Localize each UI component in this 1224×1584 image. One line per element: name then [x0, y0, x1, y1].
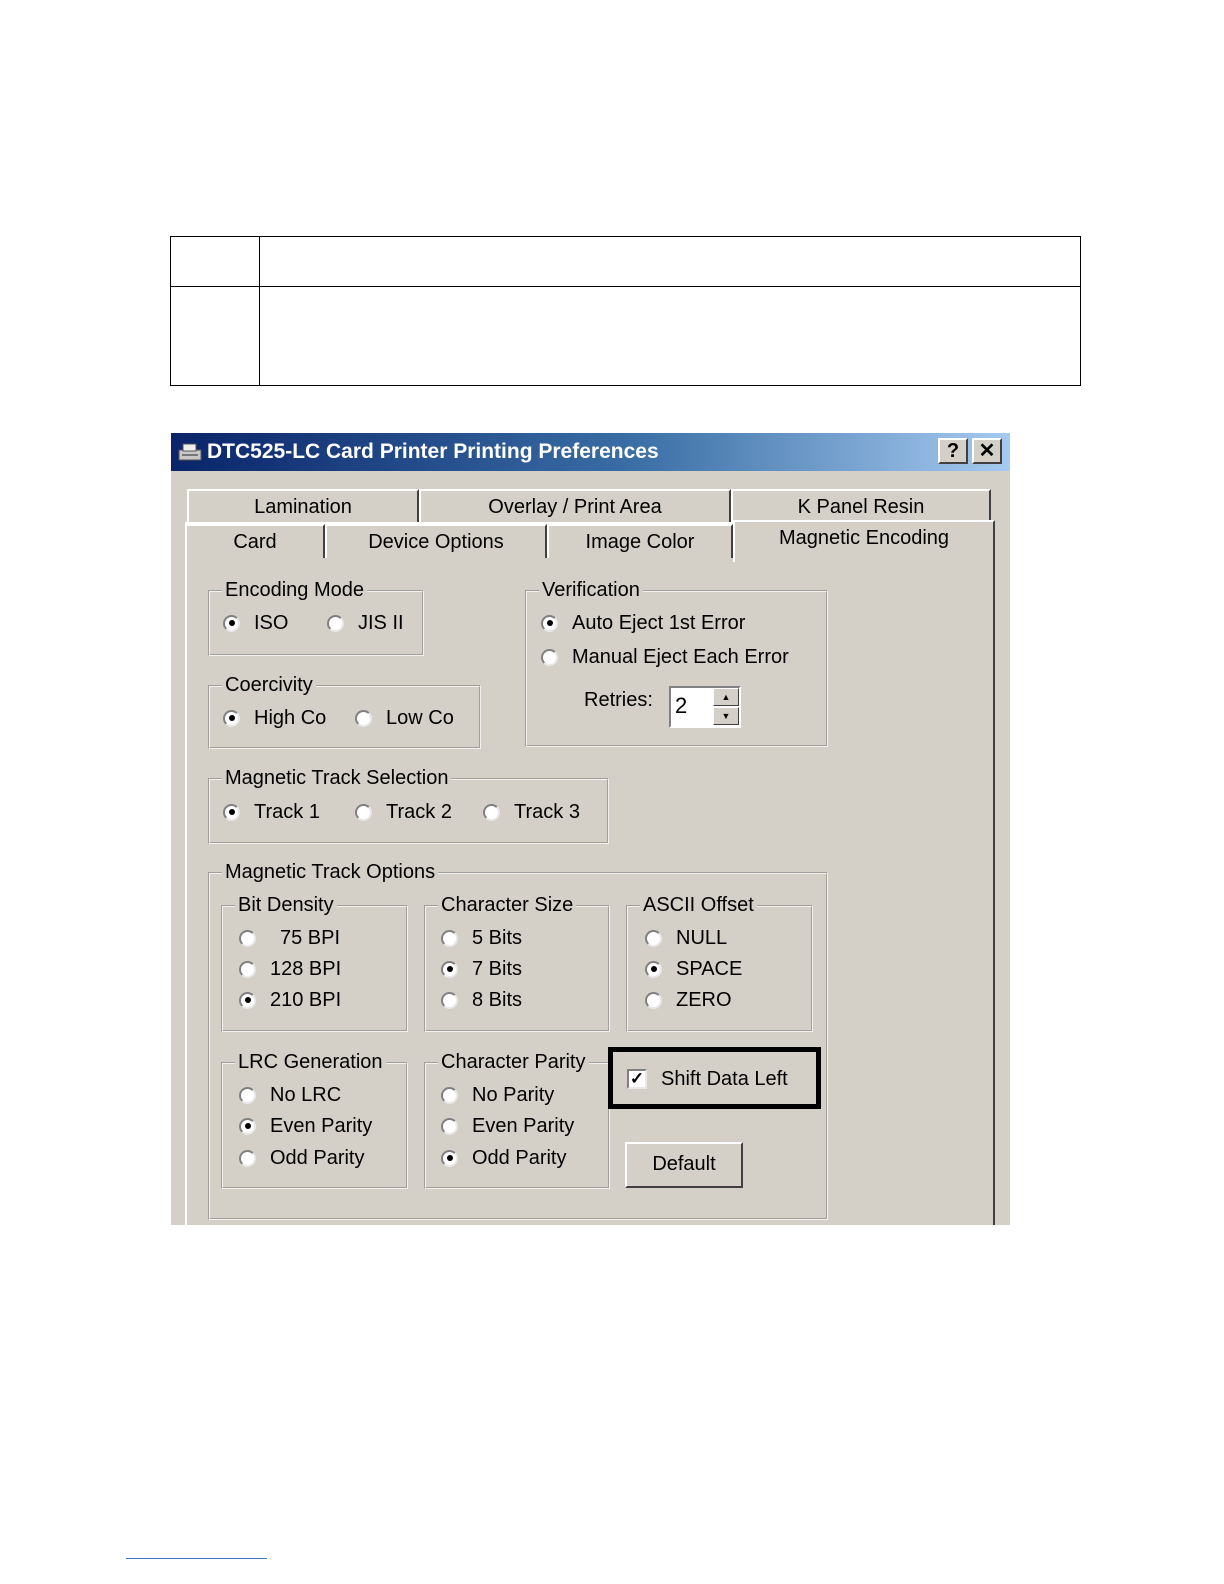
- radio-circle: [239, 1118, 256, 1135]
- spin-down-icon[interactable]: ▼: [713, 707, 739, 725]
- radio-track-2[interactable]: [355, 801, 452, 823]
- help-button[interactable]: ?: [938, 438, 968, 464]
- title-bar[interactable]: [171, 433, 1010, 471]
- radio-low-co[interactable]: [355, 707, 454, 729]
- group-label: LRC Generation: [235, 1051, 386, 1073]
- tab-magnetic-encoding[interactable]: Magnetic Encoding: [733, 520, 995, 562]
- radio-track-1[interactable]: [223, 801, 320, 823]
- radio-circle: [441, 1087, 458, 1104]
- radio-7-bits[interactable]: [441, 958, 522, 980]
- radio-circle: [645, 961, 662, 978]
- radio-lrc-odd-parity[interactable]: [239, 1147, 364, 1169]
- radio-label: SPACE: [676, 958, 743, 980]
- radio-char-odd-parity[interactable]: [441, 1147, 566, 1169]
- radio-circle: [645, 930, 662, 947]
- radio-8-bits[interactable]: [441, 989, 522, 1011]
- radio-jis-ii[interactable]: [327, 612, 404, 634]
- checkmark-icon: ✓: [627, 1069, 647, 1089]
- radio-space[interactable]: [645, 958, 742, 980]
- tab-k-panel-resin[interactable]: K Panel Resin: [731, 489, 991, 523]
- group-label: Magnetic Track Selection: [222, 767, 451, 789]
- radio-label: Odd Parity: [270, 1147, 365, 1169]
- radio-circle: [441, 1150, 458, 1167]
- radio-label: High Co: [254, 707, 327, 729]
- radio-label: Track 1: [254, 801, 320, 823]
- radio-auto-eject-1st-error[interactable]: [541, 612, 745, 634]
- radio-210-bpi[interactable]: [239, 989, 341, 1011]
- tab-lamination[interactable]: Lamination: [187, 489, 419, 523]
- radio-circle: [239, 961, 256, 978]
- printer-icon: [177, 441, 203, 463]
- tab-image-color[interactable]: Image Color: [547, 524, 733, 558]
- document-table: [170, 236, 1081, 386]
- spin-up-icon[interactable]: ▲: [713, 688, 739, 706]
- radio-circle: [541, 649, 558, 666]
- retries-label: Retries:: [584, 689, 653, 711]
- tab-device-options[interactable]: Device Options: [325, 524, 547, 558]
- group-label: ASCII Offset: [640, 894, 757, 916]
- radio-circle: [441, 992, 458, 1009]
- radio-null[interactable]: [645, 927, 727, 949]
- shift-data-left-checkbox[interactable]: [627, 1068, 788, 1090]
- radio-label: ZERO: [676, 989, 732, 1011]
- radio-circle: [441, 961, 458, 978]
- footer-link-underline: [126, 1558, 267, 1559]
- radio-128-bpi[interactable]: [239, 958, 341, 980]
- radio-lrc-even-parity[interactable]: [239, 1115, 372, 1137]
- radio-manual-eject-each-error[interactable]: [541, 646, 789, 668]
- radio-label: Manual Eject Each Error: [572, 646, 789, 668]
- radio-label: NULL: [676, 927, 728, 949]
- radio-label: No Parity: [472, 1084, 555, 1106]
- radio-label: Track 3: [514, 801, 580, 823]
- radio-label: Low Co: [386, 707, 454, 729]
- radio-circle: [223, 615, 240, 632]
- default-button[interactable]: Default: [625, 1142, 743, 1188]
- radio-label: 210 BPI: [270, 989, 342, 1011]
- radio-label: ISO: [254, 612, 289, 634]
- radio-label: No LRC: [270, 1084, 342, 1106]
- printing-preferences-window: [171, 433, 1010, 1225]
- group-label: Verification: [539, 579, 643, 601]
- radio-5-bits[interactable]: [441, 927, 522, 949]
- radio-circle: [441, 930, 458, 947]
- radio-label: 128 BPI: [270, 958, 342, 980]
- group-label: Character Size: [438, 894, 576, 916]
- radio-label: Track 2: [386, 801, 452, 823]
- checkbox-label: Shift Data Left: [661, 1068, 788, 1090]
- radio-75-bpi[interactable]: [239, 927, 340, 949]
- radio-label: 8 Bits: [472, 989, 523, 1011]
- tab-card[interactable]: Card: [185, 524, 325, 558]
- radio-label: Even Parity: [472, 1115, 575, 1137]
- radio-circle: [327, 615, 344, 632]
- tab-overlay-print-area[interactable]: Overlay / Print Area: [419, 489, 731, 523]
- radio-label: 75 BPI: [280, 927, 341, 949]
- radio-label: Auto Eject 1st Error: [572, 612, 746, 634]
- radio-circle: [239, 1087, 256, 1104]
- radio-circle: [541, 615, 558, 632]
- close-button[interactable]: ✕: [972, 438, 1002, 464]
- group-label: Bit Density: [235, 894, 337, 916]
- group-label: Encoding Mode: [222, 579, 367, 601]
- radio-label: 5 Bits: [472, 927, 523, 949]
- radio-iso[interactable]: [223, 612, 288, 634]
- radio-char-even-parity[interactable]: [441, 1115, 574, 1137]
- group-label: Magnetic Track Options: [222, 861, 438, 883]
- radio-circle: [239, 1150, 256, 1167]
- radio-track-3[interactable]: [483, 801, 580, 823]
- group-label: Character Parity: [438, 1051, 589, 1073]
- radio-circle: [483, 804, 500, 821]
- radio-label: Even Parity: [270, 1115, 373, 1137]
- radio-no-parity[interactable]: [441, 1084, 554, 1106]
- radio-circle: [239, 930, 256, 947]
- radio-circle: [239, 992, 256, 1009]
- retries-value: 2: [675, 693, 688, 718]
- radio-high-co[interactable]: [223, 707, 326, 729]
- radio-circle: [441, 1118, 458, 1135]
- radio-label: JIS II: [358, 612, 404, 634]
- retries-spinner[interactable]: [669, 686, 741, 728]
- radio-no-lrc[interactable]: [239, 1084, 341, 1106]
- radio-circle: [645, 992, 662, 1009]
- radio-circle: [223, 710, 240, 727]
- table-column-divider: [259, 237, 260, 385]
- radio-label: Odd Parity: [472, 1147, 567, 1169]
- radio-label: 7 Bits: [472, 958, 523, 980]
- radio-circle: [223, 804, 240, 821]
- table-row-divider: [171, 286, 1080, 287]
- group-label: Coercivity: [222, 674, 316, 696]
- radio-zero[interactable]: [645, 989, 732, 1011]
- radio-circle: [355, 710, 372, 727]
- window-title: DTC525-LC Card Printer Printing Preferences: [207, 440, 659, 463]
- radio-circle: [355, 804, 372, 821]
